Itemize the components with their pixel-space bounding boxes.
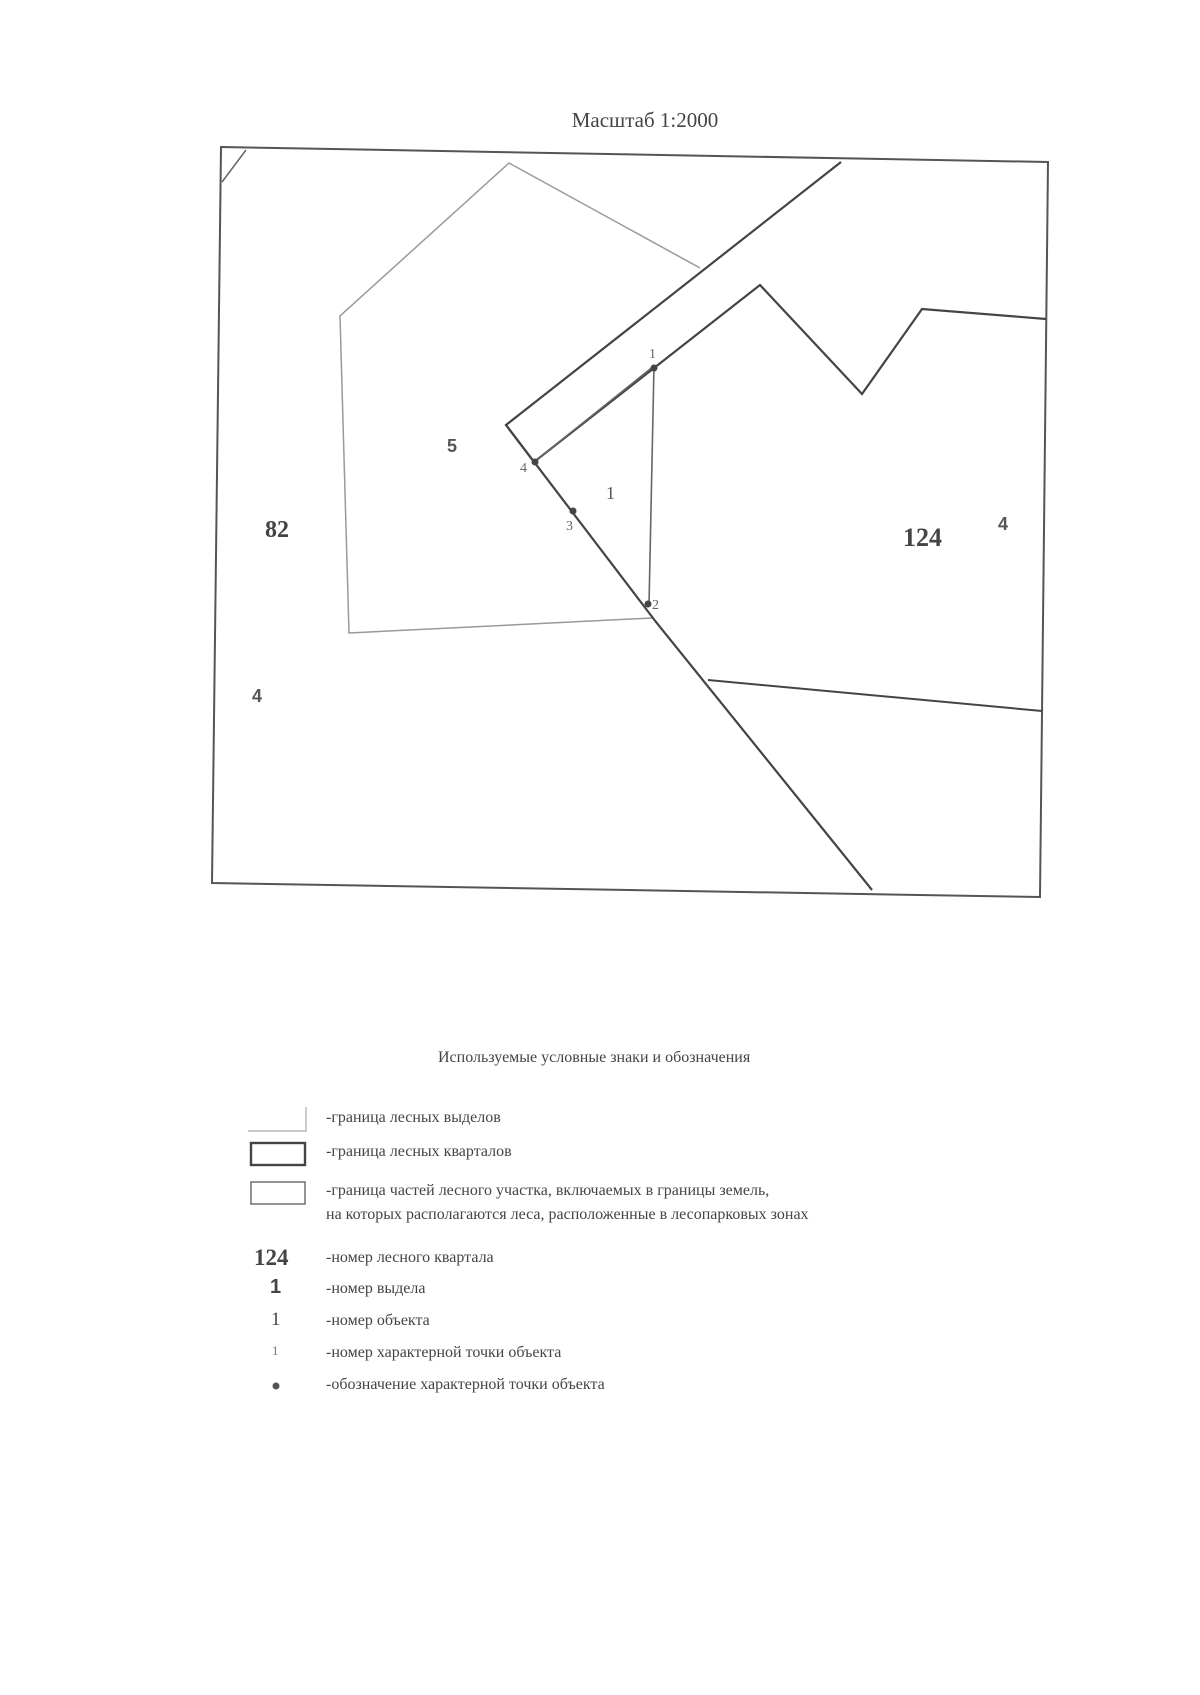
vydel-boundary <box>340 163 700 633</box>
legend-title: Используемые условные знаки и обозначения <box>438 1049 751 1066</box>
legend-item-point-number <box>248 1342 1008 1368</box>
point-marker-2 <box>645 601 652 608</box>
point-marker-4 <box>532 459 539 466</box>
vydel-number-5: 5 <box>447 436 458 456</box>
legend-text: -номер лесного квартала <box>326 1249 494 1266</box>
vydel-number-4-left: 4 <box>252 686 263 706</box>
legend-text: -граница частей лесного участка, включаемых в границы земель, <box>326 1182 770 1199</box>
point-number-3: 3 <box>566 519 573 534</box>
legend-item-point-marker <box>248 1374 1008 1400</box>
legend-item-object-number <box>248 1310 1008 1336</box>
quarter-number-82: 82 <box>265 517 289 543</box>
legend-text: -граница лесных кварталов <box>326 1143 512 1160</box>
point-marker-3 <box>570 508 577 515</box>
legend-text: -номер характерной точки объекта <box>326 1344 562 1361</box>
vydel-number-symbol: 1 <box>270 1276 282 1298</box>
quarter-boundary-strip <box>506 162 1046 462</box>
point-number-2: 2 <box>652 598 659 613</box>
legend-item-vydel-boundary <box>248 1107 1008 1133</box>
legend-item-vydel-number <box>248 1278 1008 1304</box>
legend-text: -граница лесных выделов <box>326 1109 501 1126</box>
point-number-4: 4 <box>520 461 527 476</box>
object-number-symbol: 1 <box>271 1309 281 1330</box>
object-number-1: 1 <box>606 483 615 503</box>
point-dot-icon <box>248 1374 308 1400</box>
legend-item-quarter-boundary <box>248 1141 1008 1167</box>
quarter-boundary-lower <box>708 680 1042 711</box>
map-scale: Масштаб 1:2000 <box>571 108 719 132</box>
object-boundary-symbol <box>248 1180 308 1206</box>
quarter-boundary-symbol <box>248 1141 308 1167</box>
quarter-number-124: 124 <box>903 523 942 552</box>
legend-text: -номер объекта <box>326 1312 430 1329</box>
legend-text: -обозначение характерной точки объекта <box>326 1376 605 1393</box>
map-frame <box>212 147 1048 897</box>
corner-line <box>222 150 246 182</box>
quarter-number-symbol: 124 <box>254 1245 289 1270</box>
vydel-number-4-right: 4 <box>998 514 1009 534</box>
quarter-boundary-diagonal <box>506 425 872 890</box>
legend-item-object-boundary <box>248 1180 1008 1236</box>
vydel-boundary-symbol <box>248 1107 308 1133</box>
legend-text-continued: на которых располагаются леса, расположенные в лесопарковых зонах <box>326 1206 809 1223</box>
legend-item-quarter-number <box>248 1247 1008 1273</box>
point-number-1: 1 <box>649 347 656 362</box>
legend-text: -номер выдела <box>326 1280 426 1297</box>
point-marker-1 <box>651 365 658 372</box>
point-number-symbol: 1 <box>272 1343 279 1358</box>
